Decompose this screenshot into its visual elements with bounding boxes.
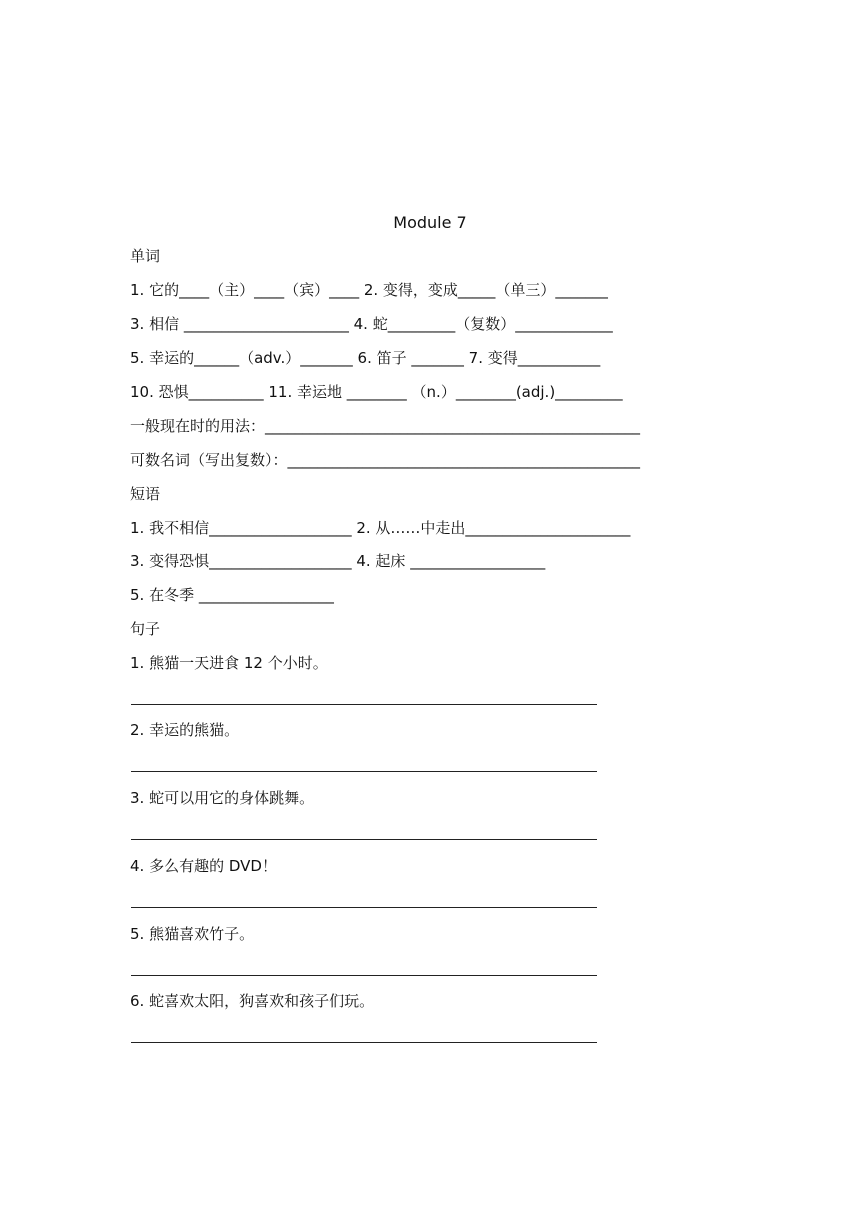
phrase-item-row: 1. 我不相信___________________ 2. 从……中走出______________________ (130, 519, 631, 537)
phrase-item-row: 3. 变得恐惧___________________ 4. 起床 __________________ (130, 552, 546, 570)
grammar-prompt: 一般现在时的用法：__________________________________________________ (130, 417, 641, 435)
word-item-row: 10. 恐惧__________ 11. 幸运地 ________ （n.）________(adj.)_________ (130, 383, 623, 401)
answer-line (131, 1042, 597, 1043)
section-heading-phrases: 短语 (130, 485, 161, 503)
sentence-prompt: 6. 蛇喜欢太阳，狗喜欢和孩子们玩。 (130, 992, 375, 1010)
sentence-prompt: 5. 熊猫喜欢竹子。 (130, 925, 255, 943)
grammar-prompt: 可数名词（写出复数）：_______________________________________________ (130, 451, 641, 469)
sentence-prompt: 2. 幸运的熊猫。 (130, 721, 240, 739)
phrase-item-row: 5. 在冬季 __________________ (130, 586, 334, 604)
page-title: Module 7 (393, 213, 467, 232)
sentence-prompt: 3. 蛇可以用它的身体跳舞。 (130, 789, 315, 807)
section-heading-sentences: 句子 (130, 620, 161, 638)
answer-line (131, 771, 597, 772)
answer-line (131, 839, 597, 840)
word-item-row: 1. 它的____（主）____（宾）____ 2. 变得，变成_____（单三）_______ (130, 281, 608, 299)
word-item-row: 3. 相信 ______________________ 4. 蛇_________（复数）_____________ (130, 315, 613, 333)
section-heading-words: 单词 (130, 247, 161, 265)
sentence-prompt: 1. 熊猫一天进食 12 个小时。 (130, 654, 328, 672)
word-item-row: 5. 幸运的______（adv.）_______ 6. 笛子 _______ 7. 变得___________ (130, 349, 601, 367)
sentence-prompt: 4. 多么有趣的 DVD！ (130, 857, 277, 875)
answer-line (131, 907, 597, 908)
answer-line (131, 975, 597, 976)
answer-line (131, 704, 597, 705)
